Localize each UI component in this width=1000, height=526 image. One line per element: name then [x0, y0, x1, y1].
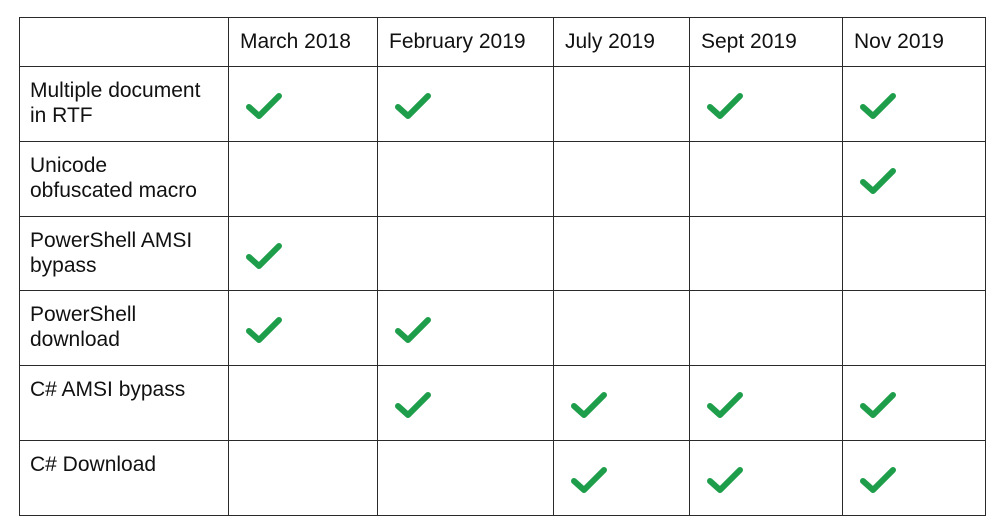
row-label-cell: [20, 291, 229, 366]
row-label-line: in RTF: [30, 104, 93, 127]
status-cell: [229, 141, 378, 216]
row-label-line: PowerShell: [30, 303, 137, 327]
check-icon: [393, 314, 433, 346]
status-cell: [378, 441, 554, 516]
status-cell: [378, 67, 554, 142]
row-label-cell: [20, 366, 229, 441]
table-row: [20, 291, 986, 366]
status-cell: [843, 366, 986, 441]
table-body: [20, 67, 986, 516]
table-row: [20, 141, 986, 216]
row-label-cell: [20, 441, 229, 516]
status-cell: [843, 441, 986, 516]
check-icon: [858, 90, 898, 122]
row-label-line: Multiple document: [30, 79, 201, 102]
table-row: [20, 67, 986, 142]
check-icon: [569, 389, 609, 421]
status-cell: [378, 366, 554, 441]
status-cell: [229, 441, 378, 516]
technique-timeline-table: [19, 17, 986, 516]
check-icon: [393, 90, 433, 122]
status-cell: [378, 141, 554, 216]
column-header: Nov 2019: [843, 18, 986, 67]
status-cell: [843, 141, 986, 216]
status-cell: [690, 291, 843, 366]
row-label-cell: [20, 216, 229, 291]
check-icon: [858, 464, 898, 496]
corner-header-cell: [20, 18, 229, 67]
status-cell: [554, 67, 690, 142]
check-icon: [244, 314, 284, 346]
check-icon: [705, 464, 745, 496]
row-label-line: C# Download: [30, 453, 157, 477]
row-label-cell: [20, 141, 229, 216]
status-cell: [229, 291, 378, 366]
row-label-cell: [20, 67, 229, 142]
row-label-line: download: [30, 328, 120, 352]
column-header: March 2018: [229, 18, 378, 67]
header-row: [20, 18, 986, 67]
status-cell: [229, 67, 378, 142]
column-header: July 2019: [554, 18, 690, 67]
column-header: February 2019: [378, 18, 554, 67]
row-label-line: obfuscated macro: [30, 178, 197, 202]
status-cell: [690, 441, 843, 516]
status-cell: [378, 291, 554, 366]
check-icon: [858, 165, 898, 197]
status-cell: [554, 216, 690, 291]
status-cell: [690, 216, 843, 291]
check-icon: [244, 90, 284, 122]
status-cell: [229, 366, 378, 441]
check-icon: [393, 389, 433, 421]
row-label-line: C# AMSI bypass: [30, 378, 186, 402]
table-row: [20, 441, 986, 516]
status-cell: [378, 216, 554, 291]
status-cell: [690, 366, 843, 441]
row-label-line: PowerShell AMSI: [30, 228, 193, 252]
check-icon: [244, 240, 284, 272]
row-label-line: bypass: [30, 253, 97, 277]
status-cell: [554, 441, 690, 516]
column-header: Sept 2019: [690, 18, 843, 67]
status-cell: [554, 141, 690, 216]
status-cell: [690, 141, 843, 216]
status-cell: [554, 291, 690, 366]
status-cell: [554, 366, 690, 441]
check-icon: [569, 464, 609, 496]
row-label-line: Unicode: [30, 153, 108, 177]
status-cell: [843, 216, 986, 291]
table-row: [20, 366, 986, 441]
status-cell: [690, 67, 843, 142]
check-icon: [858, 389, 898, 421]
table-row: [20, 216, 986, 291]
status-cell: [843, 67, 986, 142]
check-icon: [705, 90, 745, 122]
check-icon: [705, 389, 745, 421]
status-cell: [843, 291, 986, 366]
status-cell: [229, 216, 378, 291]
